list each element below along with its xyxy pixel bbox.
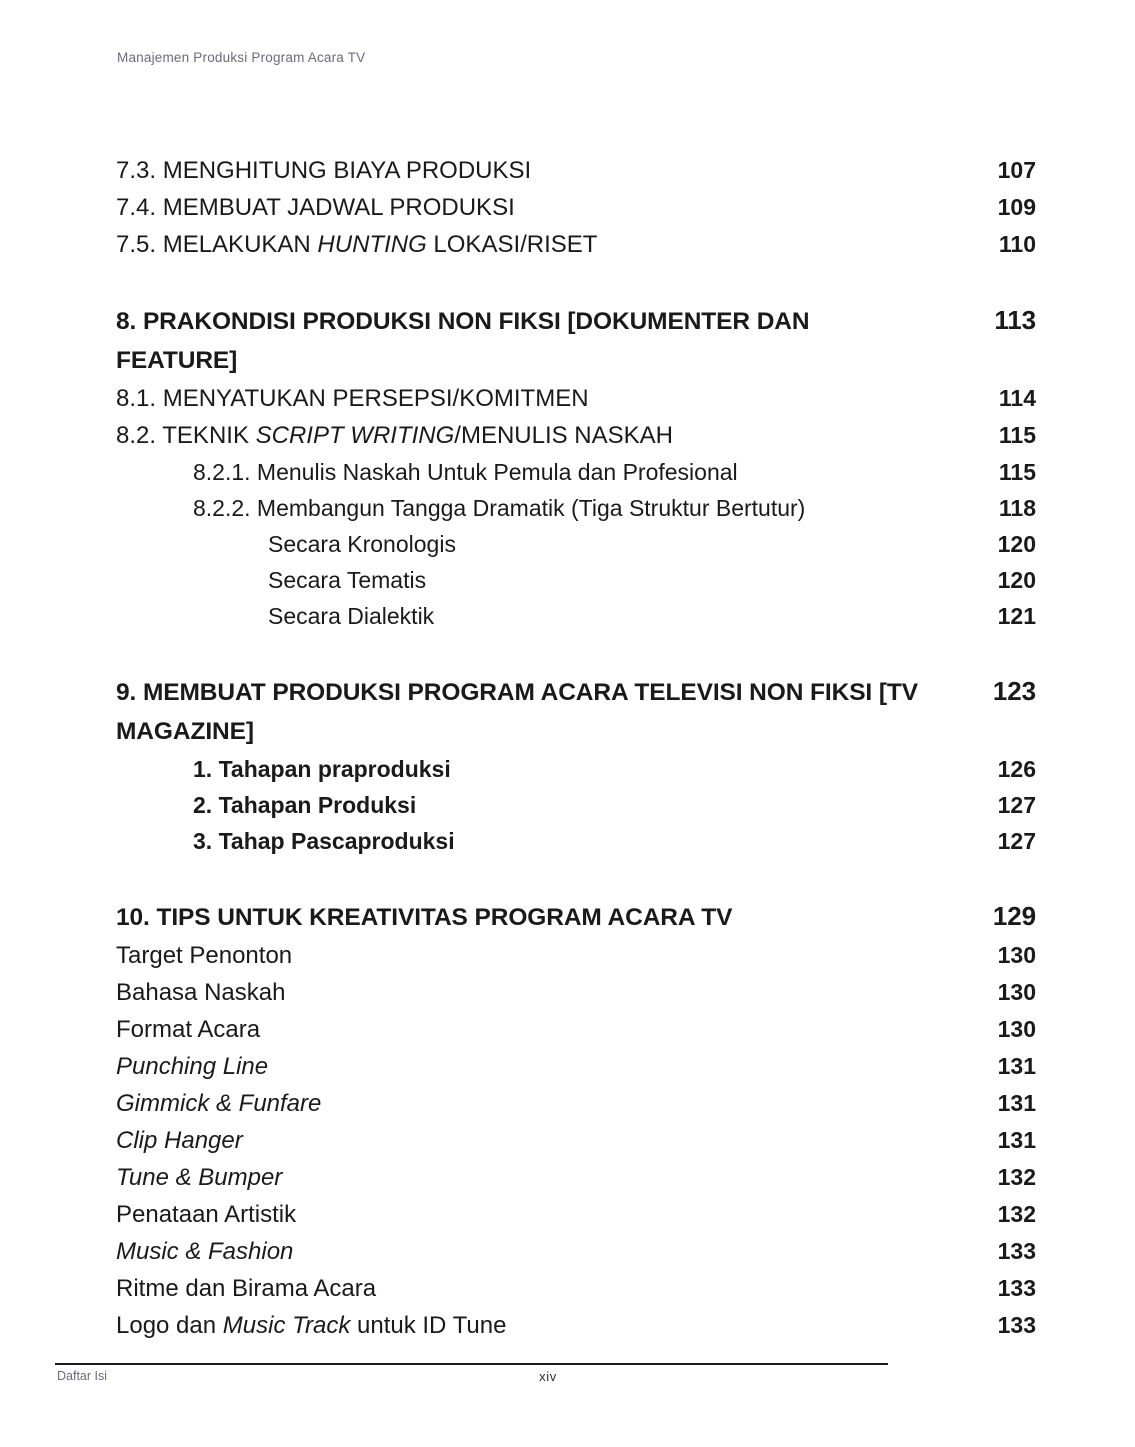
toc-title-text: Secara Dialektik [268, 603, 435, 629]
toc-entry-title [116, 673, 962, 751]
toc-title-text: 2. Tahapan Produksi [193, 792, 417, 818]
toc-page-number: 113 [994, 305, 1036, 335]
toc-chapter-row[interactable] [116, 897, 1036, 937]
toc-entry-title [116, 1123, 962, 1159]
toc-entry-title [116, 938, 962, 974]
toc-entry-title [116, 526, 962, 562]
toc-entry-title [116, 490, 962, 526]
toc-entry-row[interactable] [116, 226, 1036, 263]
toc-entry-row[interactable] [116, 937, 1036, 974]
toc-entry-row[interactable] [116, 1048, 1036, 1085]
toc-title-text: 7.5. MELAKUKAN [116, 231, 318, 258]
toc-entry-title [116, 227, 962, 263]
toc-entry-row[interactable] [116, 562, 1036, 598]
toc-entry-row[interactable] [116, 152, 1036, 189]
toc-entry-row[interactable] [116, 417, 1036, 454]
toc-page-number: 130 [997, 1016, 1036, 1042]
toc-entry-row[interactable] [116, 1233, 1036, 1270]
toc-entry-title [116, 562, 962, 598]
toc-title-text: Target Penonton [116, 942, 293, 969]
toc-entry-title [116, 1197, 962, 1233]
toc-page-number: 115 [998, 459, 1036, 485]
toc-page-number: 130 [997, 942, 1036, 968]
toc-page-number: 129 [992, 901, 1036, 931]
toc-entry-title [116, 418, 962, 454]
toc-page-number: 133 [997, 1275, 1036, 1301]
toc-entry-row[interactable] [116, 380, 1036, 417]
toc-chapter-row[interactable] [116, 672, 1036, 751]
toc-entry-title [116, 302, 962, 380]
toc-title-text: 7.4. MEMBUAT JADWAL PRODUKSI [116, 194, 515, 221]
toc-page-number: 118 [998, 495, 1036, 521]
toc-page-number: 131 [997, 1090, 1036, 1116]
toc-title-text: /MENULIS NASKAH [454, 422, 673, 449]
toc-title-text: Secara Kronologis [268, 531, 456, 557]
toc-page-number: 107 [997, 157, 1036, 183]
toc-title-emphasis: Music & Fashion [116, 1238, 294, 1265]
toc-entry-row[interactable] [116, 751, 1036, 787]
toc-title-text: 8.2.2. Membangun Tangga Dramatik (Tiga Struktur Bertutur) [193, 495, 806, 521]
toc-entry-title [116, 1086, 962, 1122]
spacer [116, 859, 1036, 897]
table-of-contents [116, 152, 1036, 1344]
toc-page-number: 114 [998, 385, 1036, 411]
toc-page-number: 132 [997, 1164, 1036, 1190]
page-footer [55, 1363, 888, 1399]
toc-entry-row[interactable] [116, 974, 1036, 1011]
toc-entry-row[interactable] [116, 1159, 1036, 1196]
toc-page-number: 115 [998, 422, 1036, 448]
toc-entry-title [116, 1308, 962, 1344]
toc-title-text: Format Acara [116, 1016, 261, 1043]
toc-entry-row[interactable] [116, 490, 1036, 526]
toc-page-number: 120 [997, 531, 1036, 557]
toc-title-text: 10. TIPS UNTUK KREATIVITAS PROGRAM ACARA TV [116, 904, 733, 931]
toc-entry-row[interactable] [116, 454, 1036, 490]
toc-title-text: 8.2.1. Menulis Naskah Untuk Pemula dan Profesional [193, 459, 738, 485]
toc-title-text: 8. PRAKONDISI PRODUKSI NON FIKSI [DOKUMENTER DAN FEATURE] [116, 308, 810, 374]
toc-title-text: 1. Tahapan praproduksi [193, 756, 451, 782]
toc-entry-row[interactable] [116, 1085, 1036, 1122]
footer-page-number: xiv [539, 1369, 557, 1384]
toc-title-emphasis: HUNTING [317, 231, 427, 258]
toc-title-text: 8.1. MENYATUKAN PERSEPSI/KOMITMEN [116, 385, 589, 412]
toc-page-number: 109 [997, 194, 1036, 220]
toc-entry-row[interactable] [116, 1270, 1036, 1307]
toc-page-number: 110 [998, 231, 1036, 257]
toc-title-text: 8.2. TEKNIK [116, 422, 256, 449]
toc-entry-title [116, 1271, 962, 1307]
toc-entry-title [116, 975, 962, 1011]
footer-divider [55, 1363, 888, 1365]
toc-page-number: 120 [997, 567, 1036, 593]
spacer [116, 634, 1036, 672]
toc-entry-title [116, 1012, 962, 1048]
toc-page-number: 131 [997, 1053, 1036, 1079]
toc-entry-title [116, 1049, 962, 1085]
toc-entry-title [116, 153, 962, 189]
toc-page-number: 130 [997, 979, 1036, 1005]
toc-entry-row[interactable] [116, 1122, 1036, 1159]
toc-entry-title [116, 598, 962, 634]
toc-title-text: Ritme dan Birama Acara [116, 1275, 377, 1302]
toc-page-number: 133 [997, 1238, 1036, 1264]
toc-entry-title [116, 1234, 962, 1270]
toc-title-text: 7.3. MENGHITUNG BIAYA PRODUKSI [116, 157, 532, 184]
toc-entry-title [116, 1160, 962, 1196]
toc-chapter-row[interactable] [116, 301, 1036, 380]
toc-page-number: 121 [997, 603, 1036, 629]
toc-entry-title [116, 454, 962, 490]
toc-entry-title [116, 898, 962, 937]
toc-entry-title [116, 751, 962, 787]
toc-title-emphasis: Music Track [222, 1312, 351, 1339]
toc-title-text: LOKASI/RISET [426, 231, 598, 258]
toc-entry-row[interactable] [116, 787, 1036, 823]
toc-entry-row[interactable] [116, 1196, 1036, 1233]
toc-entry-row[interactable] [116, 1307, 1036, 1344]
toc-page-number: 132 [997, 1201, 1036, 1227]
toc-entry-title [116, 787, 962, 823]
toc-title-emphasis: Gimmick & Funfare [116, 1090, 322, 1117]
footer-section-label: Daftar Isi [57, 1369, 108, 1383]
toc-page-number: 123 [992, 676, 1036, 706]
toc-entry-row[interactable] [116, 823, 1036, 859]
toc-title-text: untuk ID Tune [350, 1312, 507, 1339]
toc-page-number: 133 [997, 1312, 1036, 1338]
spacer [116, 263, 1036, 301]
toc-title-emphasis: Tune & Bumper [116, 1164, 283, 1191]
toc-page-number: 127 [997, 828, 1036, 854]
toc-title-text: Bahasa Naskah [116, 979, 286, 1006]
toc-title-text: Penataan Artistik [116, 1201, 297, 1228]
toc-entry-title [116, 190, 962, 226]
toc-entry-title [116, 823, 962, 859]
toc-entry-title [116, 381, 962, 417]
toc-entry-row[interactable] [116, 598, 1036, 634]
toc-entry-row[interactable] [116, 526, 1036, 562]
toc-page-number: 127 [997, 792, 1036, 818]
toc-title-emphasis: Clip Hanger [116, 1127, 243, 1154]
toc-title-emphasis: SCRIPT WRITING [255, 422, 455, 449]
toc-title-emphasis: Punching Line [116, 1053, 269, 1080]
toc-entry-row[interactable] [116, 189, 1036, 226]
toc-title-text: Logo dan [116, 1312, 223, 1339]
toc-title-text: Secara Tematis [268, 567, 427, 593]
toc-entry-row[interactable] [116, 1011, 1036, 1048]
running-header: Manajemen Produksi Program Acara TV [117, 50, 366, 65]
toc-title-text: 9. MEMBUAT PRODUKSI PROGRAM ACARA TELEVISI NON FIKSI [TV MAGAZINE] [116, 679, 919, 745]
toc-title-text: 3. Tahap Pascaproduksi [193, 828, 455, 854]
toc-page-number: 131 [997, 1127, 1036, 1153]
toc-page-number: 126 [997, 756, 1036, 782]
